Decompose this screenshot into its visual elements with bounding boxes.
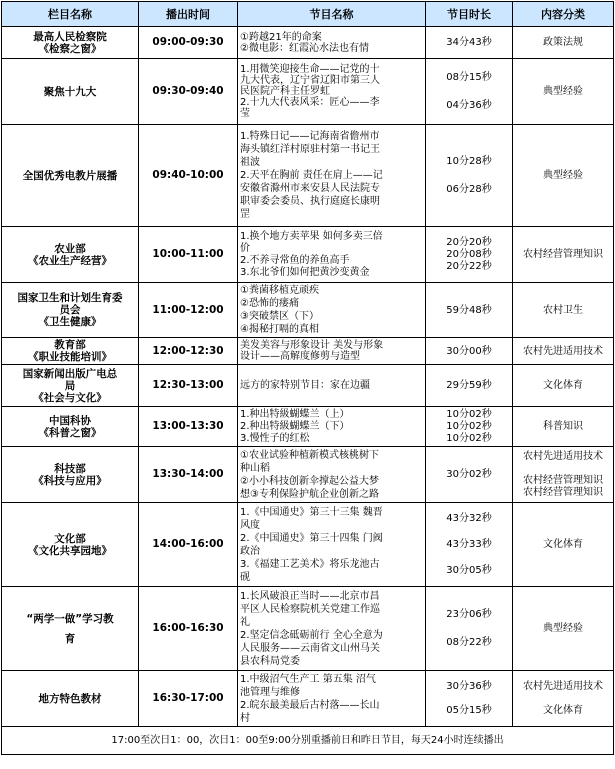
- table-row: [2, 503, 614, 587]
- column-name-line: 国家卫生和计划生育委: [17, 292, 123, 304]
- program-line: ①农业试验种植新模式核桃树下: [240, 449, 379, 461]
- column-name-line: 《职业技能培训》: [28, 351, 112, 363]
- column-name-cell: [2, 407, 139, 447]
- program-cell: [238, 407, 426, 447]
- spacer: [515, 463, 611, 475]
- duration-cell: [426, 587, 513, 671]
- program-line: 2.十九大代表风采：匠心——李: [240, 97, 380, 108]
- air-time-cell: 12:00-12:30: [139, 338, 238, 365]
- footer-row: [2, 727, 614, 755]
- program-line: 海头镇红洋村原驻村第一书记王: [240, 144, 380, 155]
- duration-line: 43分33秒: [446, 538, 492, 550]
- program-line: 职审委会委员、执行庭庭长康明: [240, 196, 380, 207]
- program-line: 祖波: [240, 157, 260, 168]
- program-line: 平区人民检察院机关党建工作巡: [240, 603, 380, 615]
- duration-cell: 30分02秒: [426, 447, 513, 503]
- duration-line: 10分02秒: [446, 420, 492, 432]
- duration-line: 10分02秒: [446, 408, 492, 420]
- column-name-cell: [2, 283, 139, 338]
- column-name-cell: [2, 59, 139, 125]
- program-line: 2.天平在胸前 责任在肩上——记: [240, 170, 383, 181]
- column-name-cell: [2, 27, 139, 59]
- column-name-line: 《社会与文化》: [33, 391, 107, 404]
- column-name-line: 农业部: [54, 242, 86, 255]
- column-name-line: 《卫生健康》: [38, 316, 102, 328]
- table-row: [2, 671, 614, 727]
- category-line: 农村先进适用技术: [523, 680, 603, 692]
- spacer: [428, 622, 510, 636]
- column-name-cell: [2, 365, 139, 407]
- air-time-cell: 16:00-16:30: [139, 587, 238, 671]
- program-cell: [238, 671, 426, 727]
- schedule-table: [1, 1, 614, 755]
- air-time-cell: 14:00-16:00: [139, 503, 238, 587]
- column-name-line: 《科普之窗》: [38, 426, 102, 439]
- column-name-line: 地方特色教材: [38, 692, 102, 705]
- column-name-line: 中国科协: [49, 414, 91, 427]
- program-line: 1.特殊日记——记海南省儋州市: [240, 131, 380, 142]
- table-row: [2, 59, 614, 125]
- duration-line: 06分28秒: [446, 183, 492, 195]
- program-line: 池管理与维修: [240, 686, 300, 698]
- column-name-line: 局: [64, 379, 76, 392]
- column-name-line: 《文化共享园地》: [28, 544, 112, 557]
- category-cell: 典型经验: [513, 125, 614, 227]
- air-time-cell: 09:40-10:00: [139, 125, 238, 227]
- header-category: 内容分类: [513, 2, 614, 27]
- duration-cell: [426, 59, 513, 125]
- category-line: 农村经营管理知识: [523, 486, 603, 498]
- duration-line: 10分02秒: [446, 432, 492, 444]
- program-line: 1.种出特級蝴蝶兰（上）: [240, 408, 350, 420]
- category-cell: 农村先进适用技术: [513, 338, 614, 365]
- column-name-line: 文化部: [54, 532, 86, 545]
- duration-line: 30分36秒: [446, 680, 492, 692]
- table-row: [2, 27, 614, 59]
- program-cell: [238, 59, 426, 125]
- category-cell: 农村经营管理知识: [513, 227, 614, 283]
- air-time-cell: 10:00-11:00: [139, 227, 238, 283]
- duration-cell: 29分59秒: [426, 365, 513, 407]
- column-name-cell: [2, 447, 139, 503]
- duration-cell: 30分00秒: [426, 338, 513, 365]
- program-line: 2.不养寻常鱼的养鱼高手: [240, 254, 350, 266]
- program-line: 村: [240, 712, 250, 724]
- program-cell: [238, 283, 426, 338]
- air-time-cell: 09:30-09:40: [139, 59, 238, 125]
- footer-note: 17:00至次日1：00，次日1：00至9:00分别重播前日和昨日节目，每天24小时连续播出: [2, 727, 614, 755]
- program-line: 1.换个地方卖苹果 如何多卖三倍: [240, 230, 383, 242]
- program-line: 1.用微笑迎接生命——记党的十: [240, 64, 380, 75]
- category-cell: 典型经验: [513, 59, 614, 125]
- program-cell: [238, 125, 426, 227]
- program-line: 砚: [240, 571, 250, 583]
- table-row: [2, 125, 614, 227]
- spacer: [428, 169, 510, 183]
- header-program-name: 节目名称: [238, 2, 426, 27]
- program-line: 罡: [240, 209, 250, 220]
- column-name-line: 国家新闻出版广电总: [22, 367, 118, 380]
- category-cell: 典型经验: [513, 587, 614, 671]
- program-cell: [238, 503, 426, 587]
- program-line: 2.坚定信念砥砺前行 全心全意为: [240, 629, 383, 641]
- program-line: 2.皖东最美最后古村落——长山: [240, 699, 380, 711]
- program-line: 莹: [240, 108, 250, 119]
- table-row: [2, 227, 614, 283]
- category-line: 文化体育: [543, 704, 583, 716]
- column-name-cell: [2, 338, 139, 365]
- column-name-line: 科技部: [54, 462, 86, 475]
- column-name-line: 聚焦十九大: [43, 85, 97, 98]
- program-line: ②小小科技创新伞撑起公益大梦: [240, 475, 379, 487]
- air-time-cell: 16:30-17:00: [139, 671, 238, 727]
- program-cell: [238, 587, 426, 671]
- duration-line: 08分22秒: [446, 636, 492, 648]
- program-line: 政治: [240, 545, 260, 557]
- category-cell: [513, 447, 614, 503]
- program-line: 3.慢性子的红松: [240, 432, 310, 444]
- category-cell: 科普知识: [513, 407, 614, 447]
- duration-cell: 34分43秒: [426, 27, 513, 59]
- duration-line: 30分05秒: [446, 564, 492, 576]
- column-name-cell: [2, 125, 139, 227]
- program-cell: [238, 365, 426, 407]
- program-line: ③突破禁区（下）: [240, 311, 319, 322]
- program-line: ①粪菌移植克顽疾: [240, 285, 319, 296]
- header-duration: 节目时长: [426, 2, 513, 27]
- program-cell: [238, 27, 426, 59]
- category-cell: 文化体育: [513, 503, 614, 587]
- table-row: [2, 283, 614, 338]
- program-line: 1.《中国通史》第三十三集 魏晋: [240, 506, 383, 518]
- category-cell: [513, 671, 614, 727]
- spacer: [428, 85, 510, 99]
- duration-line: 20分08秒: [446, 248, 492, 260]
- column-name-cell: [2, 587, 139, 671]
- table-row: [2, 587, 614, 671]
- duration-line: 43分32秒: [446, 512, 492, 524]
- duration-line: 08分15秒: [446, 71, 492, 83]
- program-line: 县农科局党委: [240, 655, 300, 667]
- program-line: 礼: [240, 616, 250, 628]
- duration-line: 23分06秒: [446, 608, 492, 620]
- air-time-cell: 09:00-09:30: [139, 27, 238, 59]
- duration-cell: [426, 227, 513, 283]
- header-row: [2, 2, 614, 27]
- column-name-line: 员会: [59, 304, 81, 316]
- program-line: 民医院产科主任罗虹: [240, 86, 330, 97]
- program-line: 1.中级沼气生产工 第五集 沼气: [240, 673, 376, 685]
- air-time-cell: 13:30-14:00: [139, 447, 238, 503]
- program-line: 3.东北爷们如何把黄沙变黄金: [240, 266, 370, 278]
- program-line: ②恐怖的瘘痛: [240, 298, 299, 309]
- program-line: 想③专利保险护航企业创新之路: [240, 488, 379, 500]
- category-line: 农村经营管理知识: [523, 474, 603, 486]
- duration-line: 04分36秒: [446, 99, 492, 111]
- column-name-line: 教育部: [54, 339, 86, 351]
- category-cell: 农村卫生: [513, 283, 614, 338]
- program-line: 2.种出特級蝴蝶兰（下）: [240, 420, 350, 432]
- column-name-line: “两学一做”学习教: [26, 612, 114, 625]
- column-name-line: 最高人民检察院: [33, 30, 107, 43]
- program-cell: [238, 447, 426, 503]
- program-cell: [238, 227, 426, 283]
- program-line: ①跨越21年的命案: [240, 31, 322, 43]
- category-line: 农村先进适用技术: [523, 450, 603, 462]
- duration-cell: [426, 671, 513, 727]
- column-name-cell: [2, 671, 139, 727]
- program-line: 2.《中国通史》第三十四集 门阀: [240, 532, 383, 544]
- column-name-cell: [2, 503, 139, 587]
- duration-cell: [426, 125, 513, 227]
- duration-cell: [426, 503, 513, 587]
- program-line: 3.《福建工艺美术》将乐龙池古: [240, 558, 380, 570]
- program-line: 1.长风破浪正当时——北京市昌: [240, 590, 380, 602]
- category-cell: 文化体育: [513, 365, 614, 407]
- column-name-line: 全国优秀电教片展播: [22, 169, 118, 182]
- program-line: 设计——高解度修剪与造型: [240, 351, 360, 362]
- table-row: [2, 447, 614, 503]
- program-line: 人民服务——云南省文山州马关: [240, 642, 380, 654]
- table-row: [2, 338, 614, 365]
- column-name-line: 《检察之窗》: [38, 42, 102, 55]
- air-time-cell: 11:00-12:00: [139, 283, 238, 338]
- air-time-cell: 12:30-13:00: [139, 365, 238, 407]
- category-cell: 政策法规: [513, 27, 614, 59]
- program-cell: [238, 338, 426, 365]
- duration-line: 20分20秒: [446, 236, 492, 248]
- program-line: ②微电影：红霞沁水法也有情: [240, 42, 369, 54]
- table-row: [2, 365, 614, 407]
- column-name-line: 育: [64, 632, 76, 645]
- program-line: 美发美容与形象设计 美发与形象: [240, 340, 384, 351]
- program-line: 价: [240, 242, 250, 254]
- duration-line: 10分28秒: [446, 155, 492, 167]
- program-line: 种山稻: [240, 462, 270, 474]
- duration-cell: 59分48秒: [426, 283, 513, 338]
- column-name-cell: [2, 227, 139, 283]
- column-name-line: 《科技与应用》: [33, 474, 107, 487]
- header-air-time: 播出时间: [139, 2, 238, 27]
- program-line: 风度: [240, 519, 260, 531]
- duration-cell: [426, 407, 513, 447]
- program-line: 远方的家特别节目：家在边疆: [240, 380, 370, 391]
- duration-line: 20分22秒: [446, 260, 492, 272]
- program-line: 九大代表，辽宁省辽阳市第三人: [240, 75, 380, 86]
- air-time-cell: 13:00-13:30: [139, 407, 238, 447]
- table-row: [2, 407, 614, 447]
- program-line: 安徽省滁州市来安县人民法院专: [240, 183, 380, 194]
- header-column-name: 栏目名称: [2, 2, 139, 27]
- duration-line: 05分15秒: [446, 704, 492, 716]
- column-name-line: 《农业生产经营》: [28, 254, 112, 267]
- program-line: ④揭秘打嗝的真相: [240, 324, 319, 335]
